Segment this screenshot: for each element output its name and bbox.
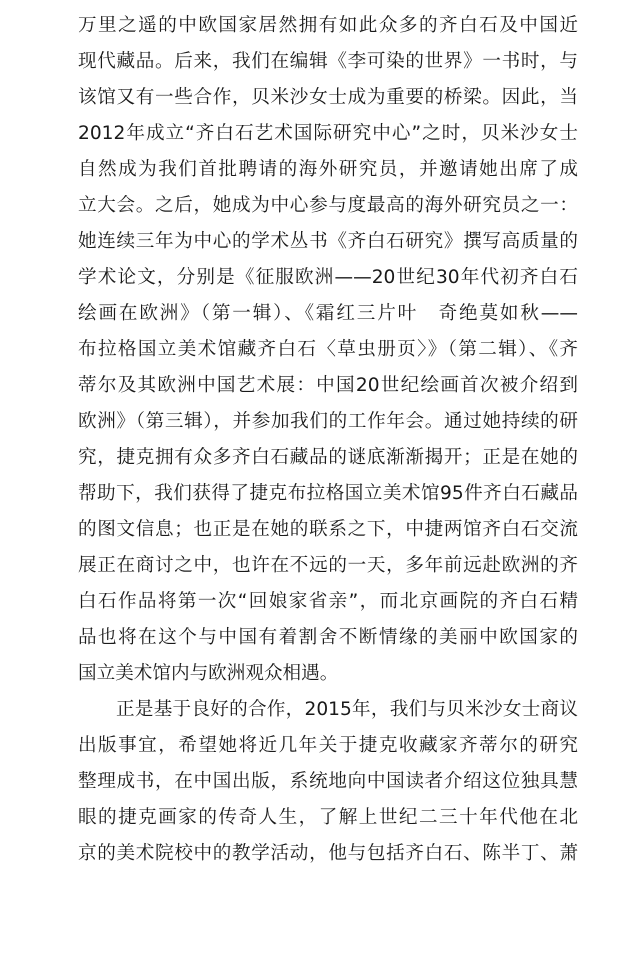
text-line: 布拉格国立美术馆藏齐白石〈草虫册页〉》（第二辑）、《齐: [78, 339, 578, 360]
text-line: 品也将在这个与中国有着割舍不断情缘的美丽中欧国家的: [78, 627, 578, 648]
text-line: 白石作品将第一次“回娘家省亲”，而北京画院的齐白石精: [78, 591, 578, 612]
text-line: 眼的捷克画家的传奇人生，了解上世纪二三十年代他在北: [78, 807, 578, 828]
text-line: 2012年成立“齐白石艺术国际研究中心”之时，贝米沙女士: [78, 123, 578, 144]
text-line: 究，捷克拥有众多齐白石藏品的谜底渐渐揭开；正是在她的: [78, 447, 578, 468]
text-line: 帮助下，我们获得了捷克布拉格国立美术馆95件齐白石藏品: [78, 483, 578, 504]
text-line: 蒂尔及其欧洲中国艺术展：中国20世纪绘画首次被介绍到: [78, 375, 578, 396]
text-line: 正是基于良好的合作，2015年，我们与贝米沙女士商议: [116, 699, 578, 720]
paragraph-1: [78, 8, 578, 692]
text-line: 展正在商讨之中，也许在不远的一天，多年前远赴欧洲的齐: [78, 555, 578, 576]
text-line: 她连续三年为中心的学术丛书《齐白石研究》撰写高质量的: [78, 231, 578, 252]
text-line: 立大会。之后，她成为中心参与度最高的海外研究员之一：: [78, 195, 578, 216]
text-line: 的图文信息；也正是在她的联系之下，中捷两馆齐白石交流: [78, 519, 578, 540]
text-line: 整理成书，在中国出版，系统地向中国读者介绍这位独具慧: [78, 771, 578, 792]
document-body: [78, 8, 578, 872]
text-line: 出版事宜，希望她将近几年关于捷克收藏家齐蒂尔的研究: [78, 735, 578, 756]
paragraph-2: [78, 692, 578, 872]
text-line: 万里之遥的中欧国家居然拥有如此众多的齐白石及中国近: [78, 15, 578, 36]
text-line: 绘画在欧洲》（第一辑）、《霜红三片叶 奇绝莫如秋——: [78, 303, 578, 324]
text-line: 该馆又有一些合作，贝米沙女士成为重要的桥梁。因此，当: [78, 87, 578, 108]
text-line: 现代藏品。后来，我们在编辑《李可染的世界》一书时，与: [78, 51, 578, 72]
text-line: 京的美术院校中的教学活动，他与包括齐白石、陈半丁、萧: [78, 843, 578, 864]
text-line: 欧洲》（第三辑），并参加我们的工作年会。通过她持续的研: [78, 411, 578, 432]
text-line: 自然成为我们首批聘请的海外研究员，并邀请她出席了成: [78, 159, 578, 180]
text-line: 国立美术馆内与欧洲观众相遇。: [78, 663, 339, 684]
text-line: 学术论文，分别是《征服欧洲——20世纪30年代初齐白石: [78, 267, 578, 288]
